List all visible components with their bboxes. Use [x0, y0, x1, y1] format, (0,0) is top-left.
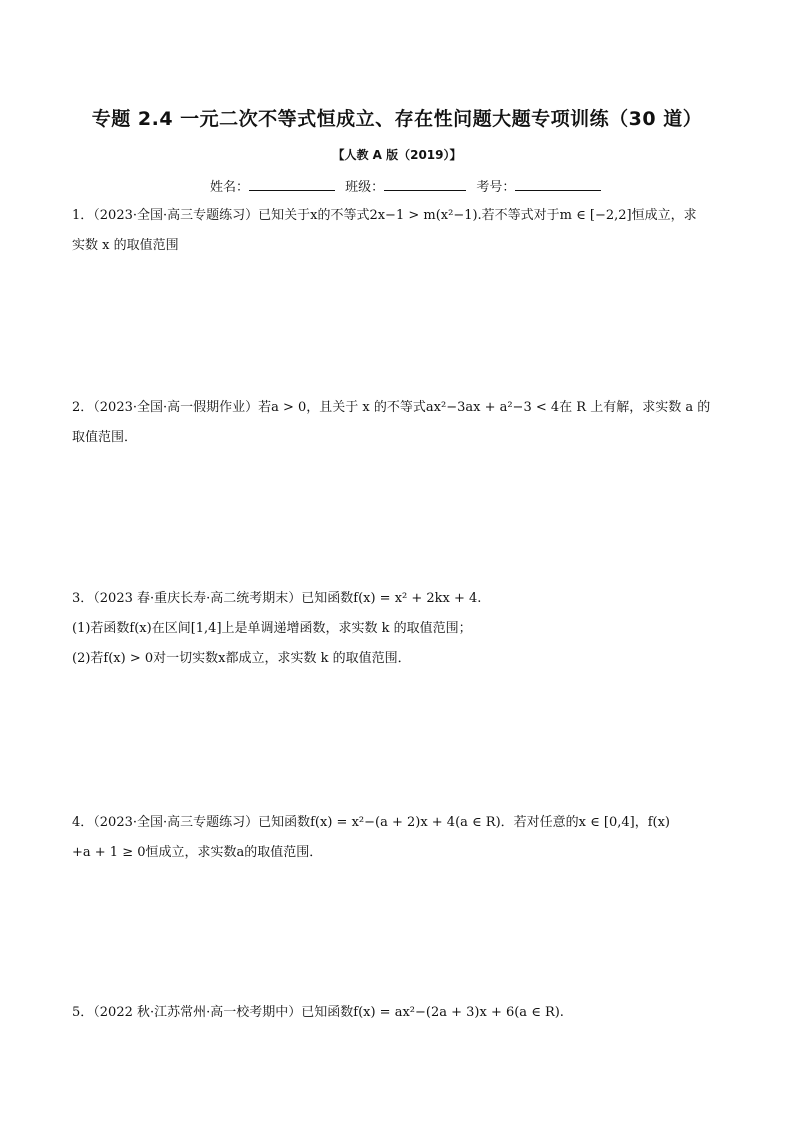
- question-3: [72, 584, 732, 674]
- question-1-line-1: 1．（2023·全国·高三专题练习）已知关于x的不等式2x−1 > m(x²−1).若不等式对于m ∈ [−2,2]恒成立，求: [72, 208, 697, 223]
- question-4-line-2: +a + 1 ≥ 0恒成立，求实数a的取值范围．: [72, 845, 323, 860]
- exam-number-label: 考号：: [476, 180, 516, 195]
- question-3-line-1: 3．（2023 春·重庆长寿·高二统考期末）已知函数f(x) = x² + 2kx + 4.: [72, 591, 482, 606]
- question-1: [72, 201, 732, 261]
- question-1-line-2: 实数 x 的取值范围: [72, 238, 179, 253]
- question-5-line-1: 5．（2022 秋·江苏常州·高一校考期中）已知函数f(x) = ax²−(2a + 3)x + 6(a ∈ R).: [72, 1005, 564, 1020]
- exam-number-blank[interactable]: [515, 178, 601, 191]
- question-3-line-3: (2)若f(x) > 0对一切实数x都成立，求实数 k 的取值范围．: [72, 651, 411, 666]
- name-blank[interactable]: [249, 178, 335, 191]
- name-label: 姓名：: [210, 180, 250, 195]
- page-title: 专题 2.4 一元二次不等式恒成立、存在性问题大题专项训练（30 道）: [91, 108, 703, 130]
- question-2-line-2: 取值范围．: [72, 430, 138, 445]
- question-4: [72, 808, 732, 868]
- question-4-line-1: 4．（2023·全国·高三专题练习）已知函数f(x) = x²−(a + 2)x + 4(a ∈ R)．若对任意的x ∈ [0,4]，f(x): [72, 815, 670, 830]
- question-2: [72, 393, 732, 453]
- question-5: [72, 998, 732, 1028]
- class-blank[interactable]: [384, 178, 466, 191]
- page-subtitle: 【人教 A 版（2019）】: [332, 148, 462, 162]
- student-info-line: [210, 176, 610, 195]
- question-2-line-1: 2．（2023·全国·高一假期作业）若a > 0，且关于 x 的不等式ax²−3ax + a²−3 < 4在 R 上有解，求实数 a 的: [72, 400, 711, 415]
- class-label: 班级：: [345, 180, 385, 195]
- question-3-line-2: (1)若函数f(x)在区间[1,4]上是单调递增函数，求实数 k 的取值范围；: [72, 621, 472, 636]
